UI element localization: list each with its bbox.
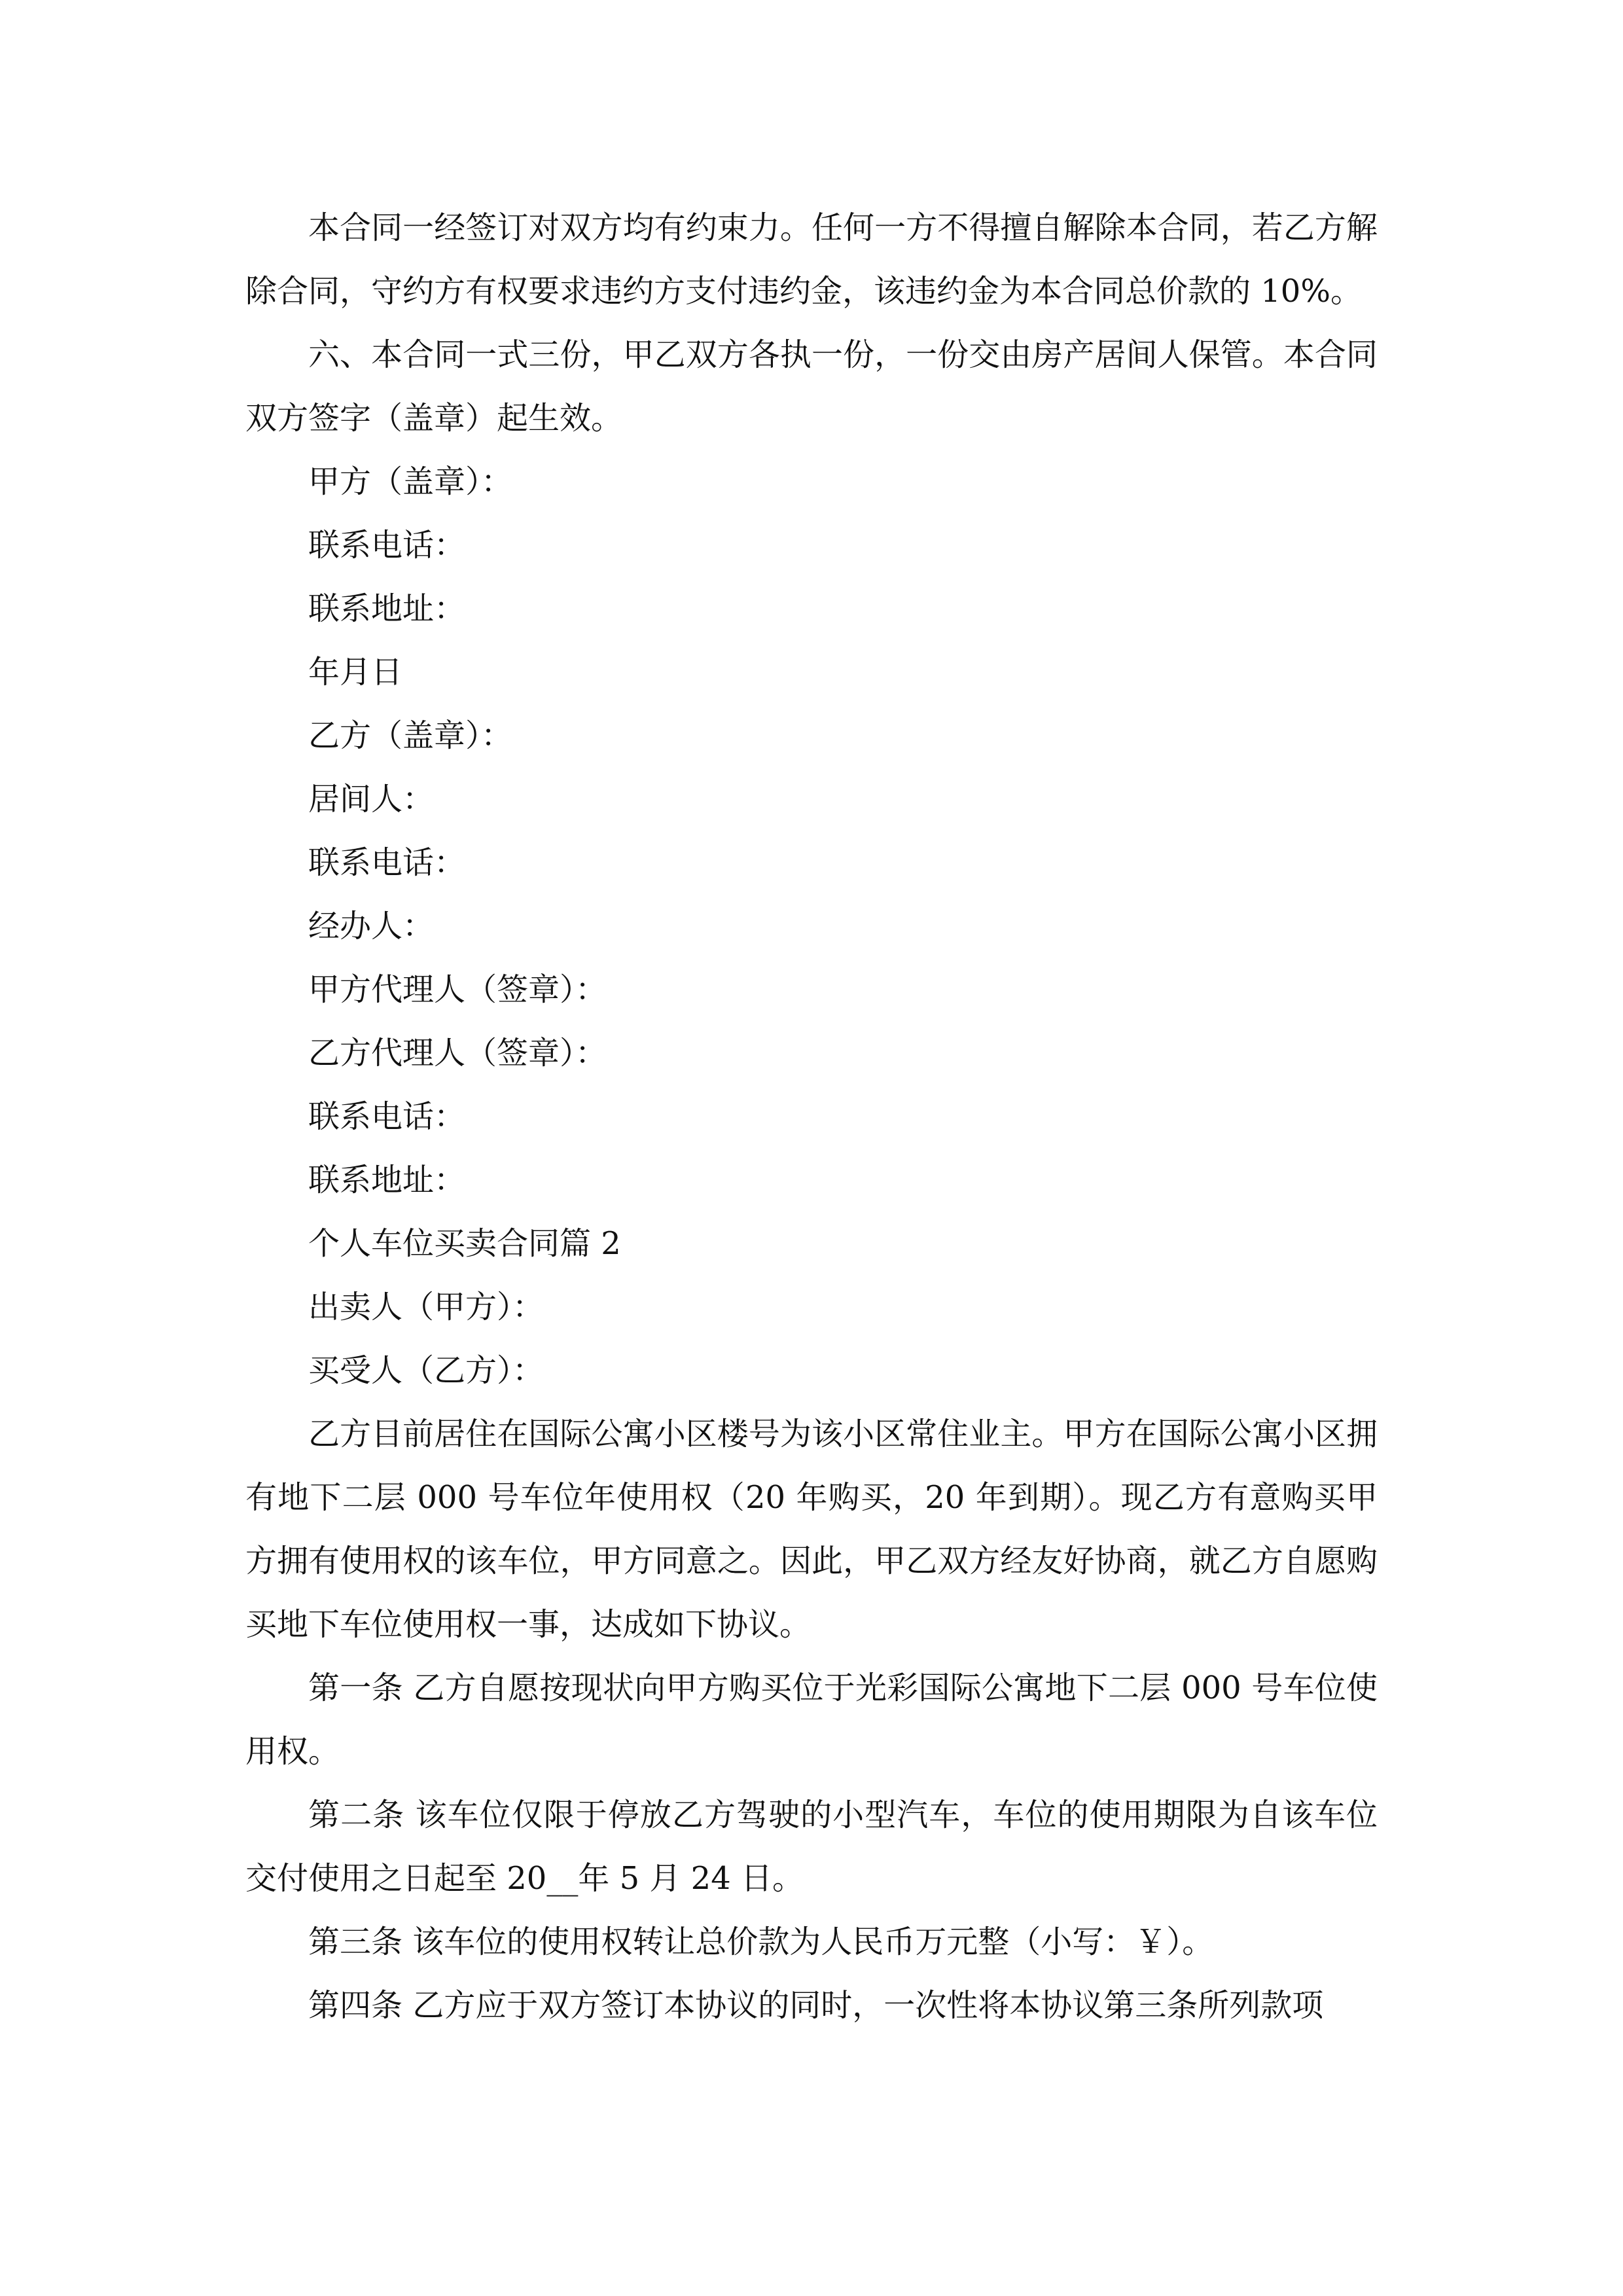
intermediary-label: 居间人： xyxy=(308,781,435,817)
paragraph-preamble: 乙方目前居住在国际公寓小区楼号为该小区常住业主。甲方在国际公寓小区拥有地下二层 000 号车位年使用权（20 年购买，20 年到期）。现乙方有意购买甲方拥有使用权的该车位，甲方同意之。因此，甲乙双方经友好协商，就乙方自愿购买地下车位使用权一事，达成如下协议。 xyxy=(245,1416,1378,1643)
article-3: 第三条 该车位的使用权转让总价款为人民币万元整（小写：￥）。 xyxy=(308,1924,1214,1960)
seller-label: 出卖人（甲方）： xyxy=(308,1289,544,1325)
party-b-seal-label: 乙方（盖章）： xyxy=(308,717,513,754)
paragraph-copies-clause: 六、本合同一式三份，甲乙双方各执一份，一份交由房产居间人保管。本合同双方签字（盖章）起生效。 xyxy=(245,336,1378,437)
article-4: 第四条 乙方应于双方签订本协议的同时，一次性将本协议第三条所列款项 xyxy=(308,1987,1324,2024)
paragraph-breach-clause: 本合同一经签订对双方均有约束力。任何一方不得擅自解除本合同，若乙方解除合同，守约方有权要求违约方支付违约金，该违约金为本合同总价款的 10%。 xyxy=(245,209,1378,310)
intermediary-phone-label: 联系电话： xyxy=(308,844,466,881)
section-title: 个人车位买卖合同篇 2 xyxy=(308,1225,621,1262)
buyer-label: 买受人（乙方）： xyxy=(308,1352,544,1389)
article-1: 第一条 乙方自愿按现状向甲方购买位于光彩国际公寓地下二层 000 号车位使用权。 xyxy=(245,1670,1378,1770)
agent-phone-label: 联系电话： xyxy=(308,1098,466,1135)
party-a-phone-label: 联系电话： xyxy=(308,527,466,564)
document-page xyxy=(245,196,1378,2037)
party-a-address-label: 联系地址： xyxy=(308,590,466,627)
article-2: 第二条 该车位仅限于停放乙方驾驶的小型汽车，车位的使用期限为自该车位交付使用之日起至 20__年 5 月 24 日。 xyxy=(245,1797,1378,1897)
party-a-agent-label: 甲方代理人（签章）： xyxy=(308,971,607,1008)
party-a-seal-label: 甲方（盖章）： xyxy=(308,463,513,500)
date-label: 年月日 xyxy=(308,654,403,691)
agent-address-label: 联系地址： xyxy=(308,1162,466,1198)
party-b-agent-label: 乙方代理人（签章）： xyxy=(308,1035,607,1071)
handler-label: 经办人： xyxy=(308,908,435,944)
